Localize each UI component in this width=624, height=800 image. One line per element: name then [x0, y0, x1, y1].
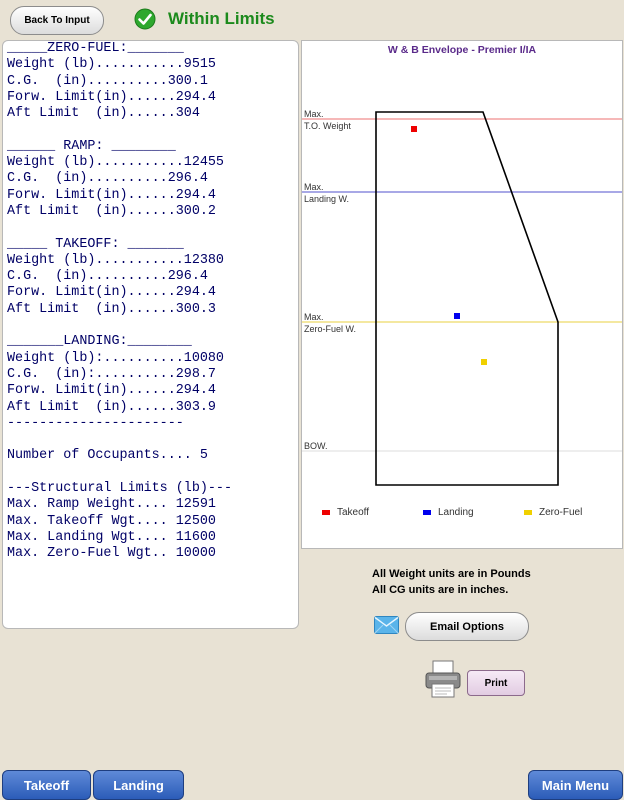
check-circle-icon [134, 8, 156, 30]
legend-landing-label: Landing [438, 507, 474, 518]
report-line: _______LANDING:________ [7, 334, 192, 350]
report-line: Forw. Limit(in)......294.4 [7, 383, 216, 399]
cg-units-note: All CG units are in inches. [372, 584, 509, 596]
printer-icon[interactable] [425, 660, 461, 698]
report-line: Forw. Limit(in)......294.4 [7, 187, 216, 203]
report-line: C.G. (in)..........300.1 [7, 73, 208, 89]
units-note [372, 566, 531, 598]
email-options-button[interactable]: Email Options [405, 612, 529, 641]
landing-label-1: Max. [304, 182, 324, 192]
report-line: Max. Landing Wgt.... 11600 [7, 529, 216, 545]
report-line: Weight (lb)...........9515 [7, 57, 216, 73]
report-line: Weight (lb):..........10080 [7, 350, 224, 366]
report-line: Max. Zero-Fuel Wgt.. 10000 [7, 546, 216, 562]
report-line: Forw. Limit(in)......294.4 [7, 285, 216, 301]
report-line: _____ TAKEOFF: _______ [7, 236, 184, 252]
to-weight-label-1: Max. [304, 109, 324, 119]
zero-fuel-point [481, 359, 487, 365]
takeoff-tab-button[interactable]: Takeoff [2, 770, 91, 800]
weight-units-note: All Weight units are in Pounds [372, 568, 531, 580]
report-line: C.G. (in)..........296.4 [7, 269, 208, 285]
report-line: Weight (lb)...........12380 [7, 252, 224, 268]
report-line: ---------------------- [7, 415, 184, 431]
report-line: Weight (lb)...........12455 [7, 155, 224, 171]
chart-title: W & B Envelope - Premier I/IA [387, 44, 537, 56]
report-line: Max. Ramp Weight.... 12591 [7, 497, 216, 513]
report-line: ---Structural Limits (lb)--- [7, 481, 232, 497]
report-line: Aft Limit (in)......300.3 [7, 301, 216, 317]
report-line: Aft Limit (in)......300.2 [7, 203, 216, 219]
status-indicator [134, 8, 275, 30]
report-line: C.G. (in)..........296.4 [7, 171, 208, 187]
legend-zero-fuel-label: Zero-Fuel [539, 507, 583, 518]
cg-envelope-outline [376, 112, 558, 485]
envelope-mail-icon[interactable] [374, 616, 399, 634]
legend-takeoff-swatch [322, 510, 330, 515]
zero-fuel-label-2: Zero-Fuel W. [304, 324, 357, 334]
landing-point [454, 313, 460, 319]
report-line: Aft Limit (in)......304 [7, 106, 200, 122]
bow-label: BOW. [304, 441, 328, 451]
landing-tab-button[interactable]: Landing [93, 770, 184, 800]
report-line: Aft Limit (in)......303.9 [7, 399, 216, 415]
report-line: Number of Occupants.... 5 [7, 448, 208, 464]
legend-zero-fuel-swatch [524, 510, 532, 515]
to-weight-label-2: T.O. Weight [304, 121, 351, 131]
report-text [3, 41, 298, 563]
envelope-chart [301, 40, 623, 549]
takeoff-point [411, 126, 417, 132]
report-line: ______ RAMP: ________ [7, 138, 176, 154]
print-button[interactable]: Print [467, 670, 525, 696]
report-line: C.G. (in):..........298.7 [7, 366, 216, 382]
zero-fuel-label-1: Max. [304, 312, 324, 322]
report-line: Max. Takeoff Wgt.... 12500 [7, 513, 216, 529]
back-to-input-button[interactable]: Back To Input [10, 6, 104, 35]
weight-balance-report [2, 40, 299, 629]
report-line: _____ZERO-FUEL:_______ [7, 41, 184, 56]
legend-takeoff-label: Takeoff [337, 507, 370, 518]
legend-landing-swatch [423, 510, 431, 515]
main-menu-button[interactable]: Main Menu [528, 770, 623, 800]
landing-label-2: Landing W. [304, 194, 350, 204]
status-label: Within Limits [168, 9, 275, 28]
report-line: Forw. Limit(in)......294.4 [7, 89, 216, 105]
